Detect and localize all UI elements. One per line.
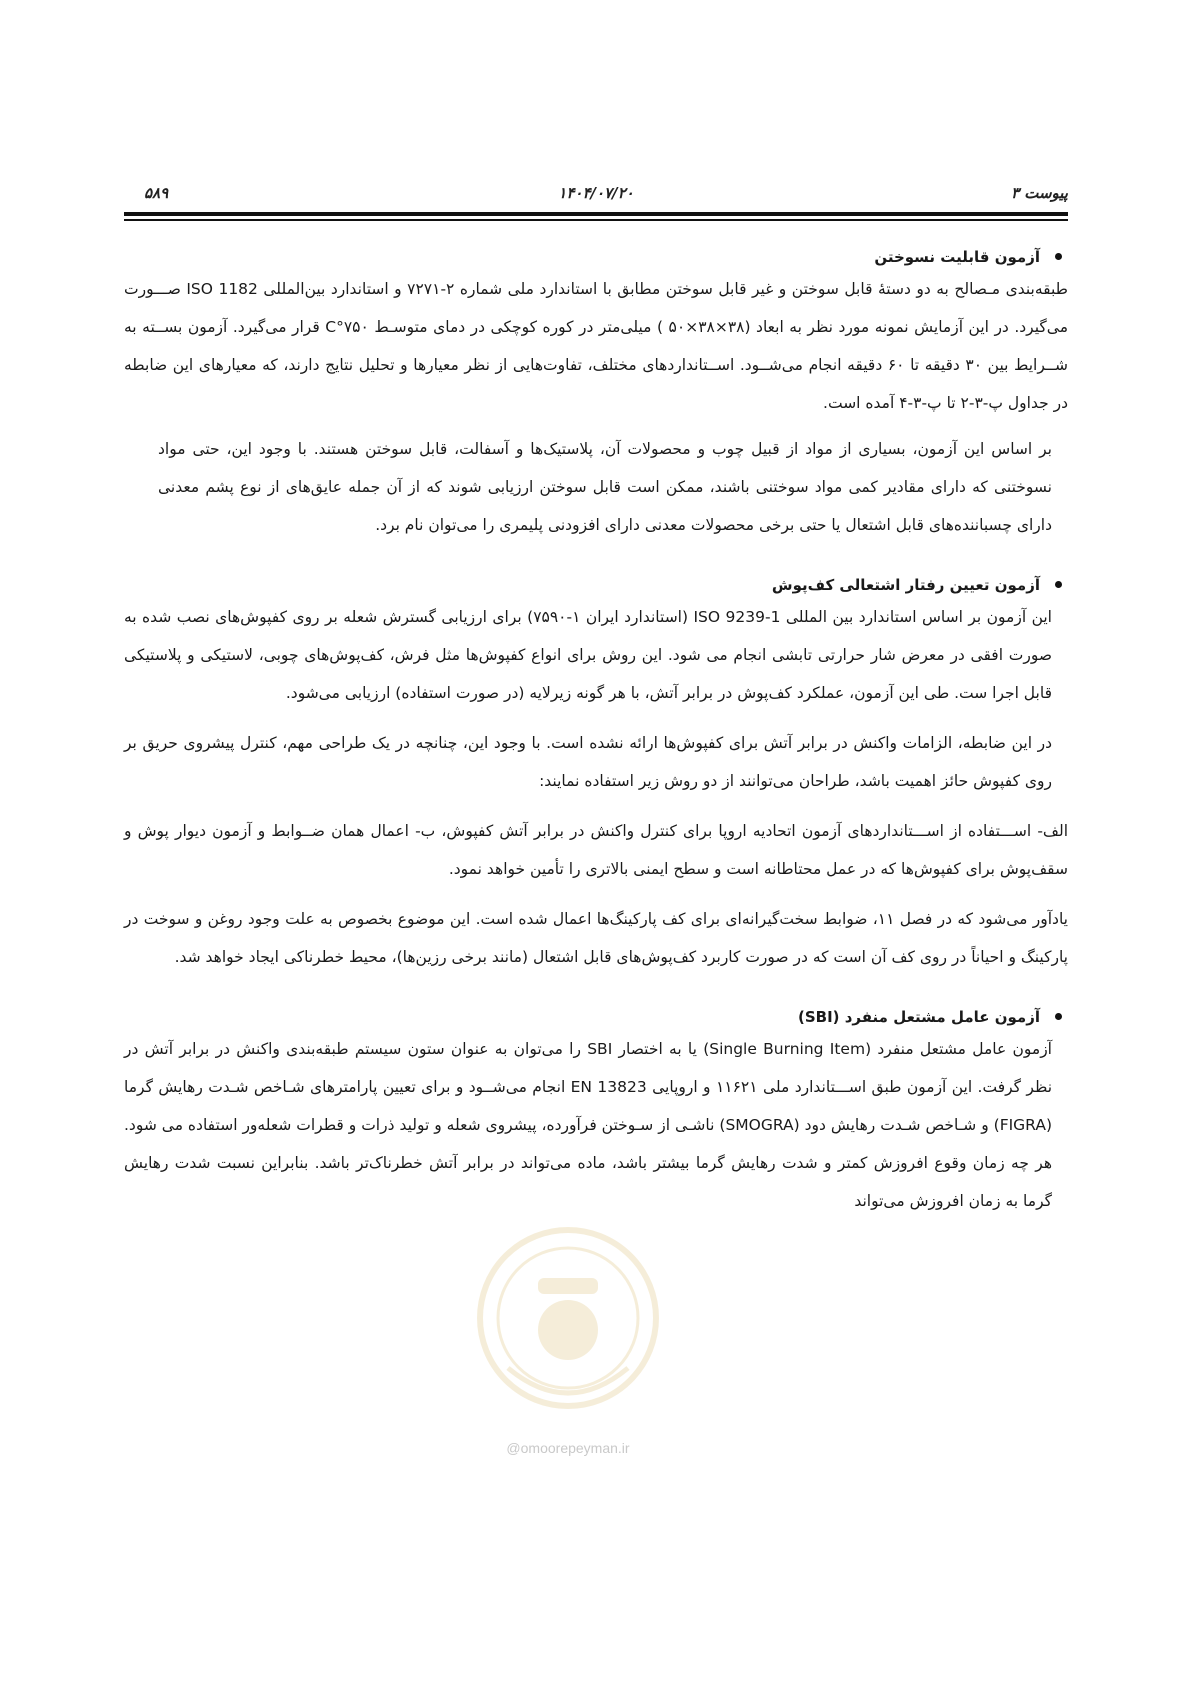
paragraph: در این ضابطه، الزامات واکنش در برابر آتش برای کفپوش‌ها ارائه نشده است. با وجود این، چنانچه در یک طراحی مهم، کنترل پیشروی حریق بر روی کفپوش حائز اهمیت باشد، طراحان می‌توانند از دو روش زیر استفاده نمایند: [124,734,1052,790]
section-heading-noncombustibility: آزمون قابلیت نسوختن [124,244,1068,270]
section-heading-floor-flammability: آزمون تعیین رفتار اشتعالی کف‌پوش [124,572,1068,598]
header-rule-thick [124,212,1068,216]
watermark-seal-icon [468,1218,668,1438]
watermark-site: @omoorepeyman.ir [506,1440,630,1456]
paragraph: الف- اســـتفاده از اســـتانداردهای آزمون اتحادیه اروپا برای کنترل واکنش در برابر آتش کفپوش، ب- اعمال همان ضــوابط و آزمون دیوار پوش و سقف‌پوش برای کفپوش‌ها که در عمل محتاطانه است و سطح ایمنی بالاتری را تأمین خواهد نمود. [124,822,1068,878]
paragraph: بر اساس این آزمون، بسیاری از مواد از قبیل چوب و محصولات آن، پلاستیک‌ها و آسفالت، قابل سوختن هستند. با وجود این، حتی مواد نسوختنی که دارای مقادیر کمی مواد سوختنی باشند، ممکن است قابل سوختن ارزیابی شوند که از آن جمله عایق‌های از نوع پشم معدنی دارای چسباننده‌های قابل اشتعال یا حتی برخی محصولات معدنی دارای افزودنی پلیمری را می‌توان نام برد. [158,440,1052,534]
header-section-title: پیوست ۳ [1010,184,1068,202]
paragraph: طبقه‌بندی مـصالح به دو دستۀ قابل سوختن و غیر قابل سوختن مطابق با استاندارد ملی شماره ۲-۷۲۷۱ و استاندارد بین‌المللی ISO 1182 صـــورت می‌گیرد. در این آزمایش نمونه مورد نظر به ابعاد (۳۸×۳۸×۵۰ ) میلی‌متر در کوره کوچکی در دمای متوسـط ۷۵۰°C قرار می‌گیرد. آزمون بســته به شــرایط بین ۳۰ دقیقه تا ۶۰ دقیقه انجام می‌شــود. اســتانداردهای مختلف، تفاوت‌هایی از نظر معیارها و تحلیل نتایج دارند، که معیارهای این ضابطه در جداول پ-۳-۲ تا پ-۳-۴ آمده است. [124,280,1069,412]
section-heading-sbi: آزمون عامل مشتعل منفرد (SBI) [124,1004,1068,1030]
paragraph: این آزمون بر اساس استاندارد بین المللی ISO 9239-1 (استاندارد ایران ۱-۷۵۹۰) برای ارزیابی گسترش شعله بر روی کفپوش‌های نصب شده به صورت افقی در معرض شار حرارتی تابشی انجام می شود. این روش برای انواع کفپوش‌ها مثل فرش، کف‌پوش‌های چوبی، لاستیکی و پلاستیکی قابل اجرا ست. طی این آزمون، عملکرد کف‌پوش در برابر آتش، با هر گونه زیرلایه (در صورت استفاده) ارزیابی می‌شود. [124,608,1052,702]
page-header [124,184,1068,206]
header-rule-thin [124,219,1068,221]
header-date: ۱۴۰۴/۰۷/۲۰ [558,184,634,202]
document-body [124,244,1068,1232]
paragraph: آزمون عامل مشتعل منفرد (Single Burning Item) یا به اختصار SBI را می‌توان به عنوان ستون سیستم طبقه‌بندی واکنش در برابر آتش در نظر گرفت. این آزمون طبق اســـتاندارد ملی ۱۱۶۲۱ و اروپایی EN 13823 انجام می‌شــود و برای تعیین پارامترهای شـاخص شـدت رهایش گرما (FIGRA) و شـاخص شـدت رهایش دود (SMOGRA) ناشـی از سـوختن فرآورده، پیشروی شعله و تولید ذرات و قطرات شعله‌ور استفاده می شود. هر چه زمان وقوع افروزش کمتر و شدت رهایش گرما بیشتر باشد، ماده می‌تواند در برابر آتش خطرناک‌تر باشد. بنابراین نسبت شدت رهایش گرما به زمان افروزش می‌تواند [124,1040,1053,1210]
paragraph: یادآور می‌شود که در فصل ۱۱، ضوابط سخت‌گیرانه‌ای برای کف پارکینگ‌ها اعمال شده است. این موضوع بخصوص به علت وجود روغن و سوخت در پارکینگ و احیاناً در روی کف آن است که در صورت کاربرد کف‌پوش‌های قابل اشتعال (مانند برخی رزین‌ها)، محیط خطرناکی ایجاد خواهد شد. [124,910,1068,966]
header-page-number: ۵۸۹ [144,184,169,202]
